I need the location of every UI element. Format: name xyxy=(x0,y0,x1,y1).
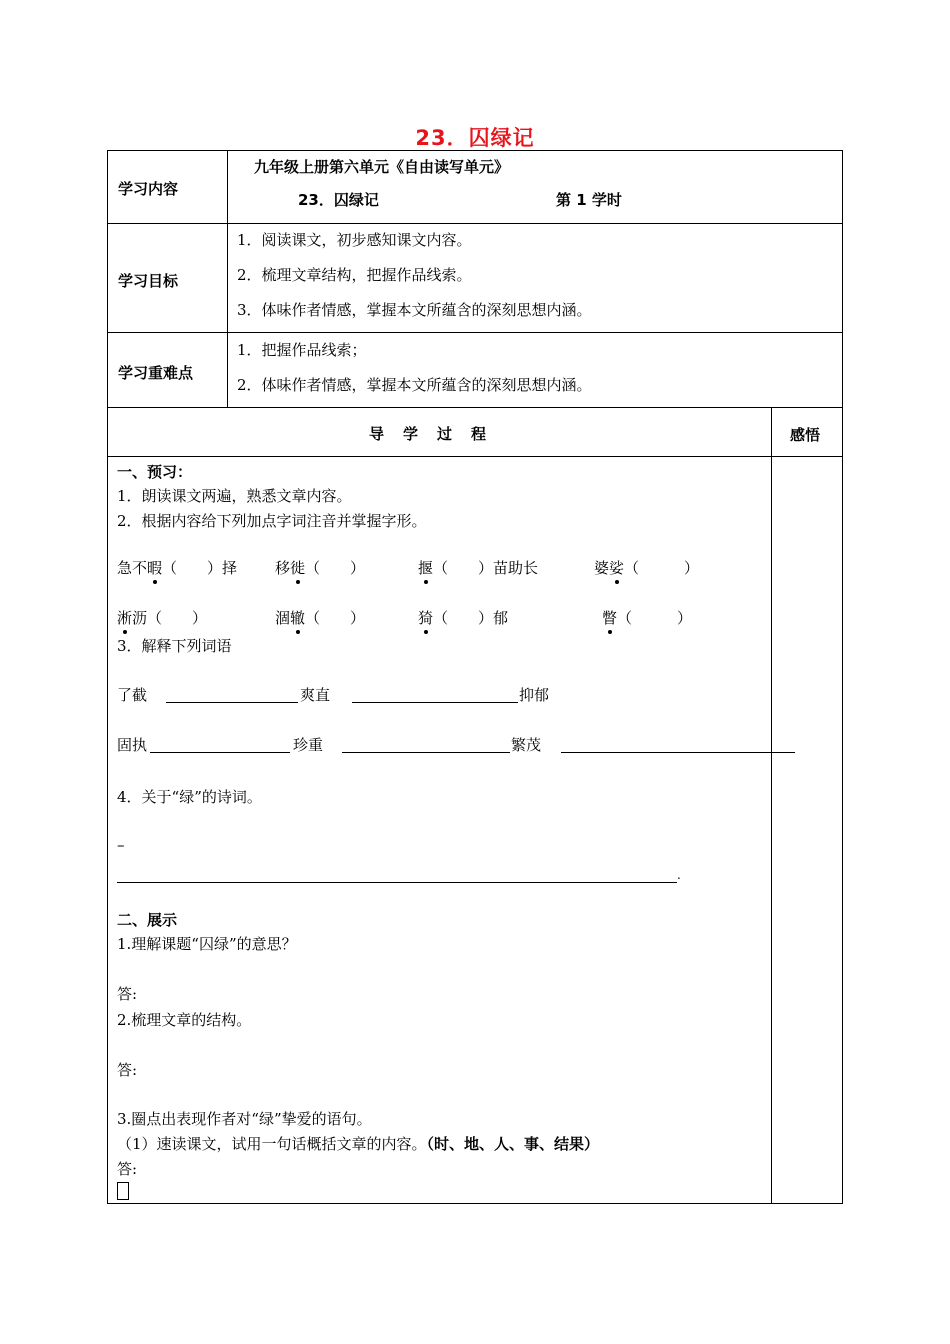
page-title: 23．囚绿记 xyxy=(415,126,535,150)
process-heading: 导 学 过 程 xyxy=(369,425,489,443)
term-label: 固执 xyxy=(117,736,148,754)
goals-label: 学习目标 xyxy=(118,272,179,290)
dash-mark: – xyxy=(117,836,125,854)
term-label: 繁茂 xyxy=(511,736,542,754)
content-label: 学习内容 xyxy=(118,180,179,198)
goal-item: 2．梳理文章结构，把握作品线索。 xyxy=(237,266,472,284)
answer-blank[interactable] xyxy=(352,702,518,703)
term-label: 抑郁 xyxy=(519,686,550,704)
poem-answer-line[interactable] xyxy=(117,882,677,883)
pinyin-word: 涸辙（ ） xyxy=(275,609,366,627)
answer-blank[interactable] xyxy=(166,702,298,703)
pinyin-word: 急不暇（ ）择 xyxy=(117,559,238,577)
pinyin-word: 婆娑（ ） xyxy=(594,559,700,577)
answer-label: 答: xyxy=(117,1061,138,1079)
dot-mark: . xyxy=(677,868,681,882)
show-heading: 二、展示 xyxy=(117,911,178,929)
answer-blank[interactable] xyxy=(150,752,290,753)
answer-blank[interactable] xyxy=(342,752,510,753)
sub-question: （1）速读课文，试用一句话概括文章的内容。（时、地、人、事、结果） xyxy=(117,1135,600,1153)
goal-item: 3．体味作者情感，掌握本文所蕴含的深刻思想内涵。 xyxy=(237,301,592,319)
pinyin-word: 移徙（ ） xyxy=(275,559,366,577)
keypoint-item: 1．把握作品线索； xyxy=(237,341,367,359)
unit-line: 九年级上册第六单元《自由读写单元》 xyxy=(254,158,510,176)
period-label: 第 1 学时 xyxy=(556,191,622,209)
preview-heading: 一、预习： xyxy=(117,463,193,481)
preview-item: 3．解释下列词语 xyxy=(117,637,232,655)
preview-item: 4．关于“绿”的诗词。 xyxy=(117,788,262,806)
preview-item: 1．朗读课文两遍，熟悉文章内容。 xyxy=(117,487,352,505)
question: 1.理解课题“囚绿”的意思？ xyxy=(117,935,297,953)
term-label: 珍重 xyxy=(293,736,324,754)
answer-label: 答: xyxy=(117,985,138,1003)
answer-blank[interactable] xyxy=(561,752,795,753)
pinyin-word: 瞥（ ） xyxy=(602,609,693,627)
lesson-line: 23．囚绿记 xyxy=(298,191,379,209)
keypoint-item: 2．体味作者情感，掌握本文所蕴含的深刻思想内涵。 xyxy=(237,376,592,394)
answer-label: 答: xyxy=(117,1160,138,1178)
answer-checkbox[interactable] xyxy=(117,1182,129,1200)
goal-item: 1．阅读课文，初步感知课文内容。 xyxy=(237,231,472,249)
term-label: 了截 xyxy=(117,686,148,704)
question: 3.圈点出表现作者对“绿”挚爱的语句。 xyxy=(117,1110,372,1128)
reflection-heading: 感悟 xyxy=(790,426,821,444)
question: 2.梳理文章的结构。 xyxy=(117,1011,252,1029)
keypoints-label: 学习重难点 xyxy=(118,364,194,382)
pinyin-word: 淅沥（ ） xyxy=(117,609,208,627)
preview-item: 2．根据内容给下列加点字词注音并掌握字形。 xyxy=(117,512,427,530)
pinyin-word: 猗（ ）郁 xyxy=(418,609,509,627)
term-label: 爽直 xyxy=(300,686,331,704)
pinyin-word: 揠（ ）苗助长 xyxy=(418,559,539,577)
